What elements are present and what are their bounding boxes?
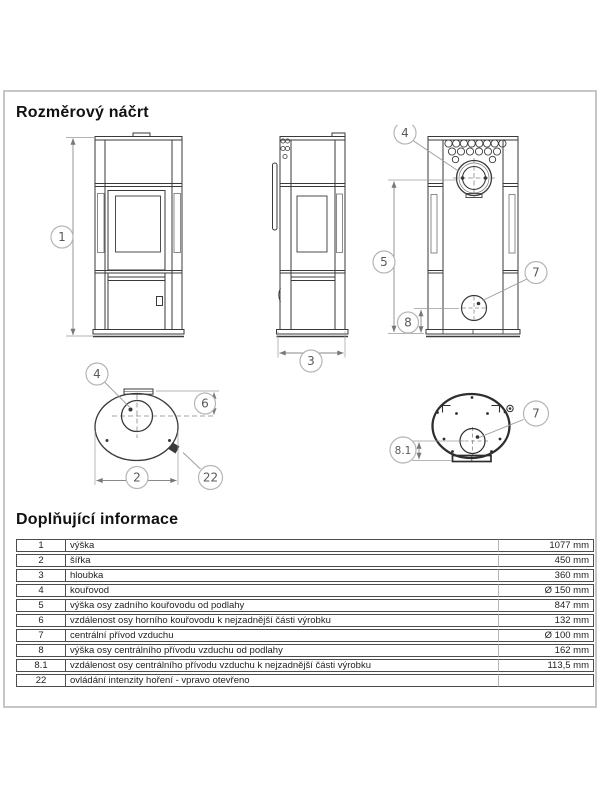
callout-flue-axis-height [373,251,395,273]
callout-flue-rear [394,125,416,144]
row-value: 360 mm [499,569,594,582]
row-number: 8.1 [16,659,66,672]
row-value: 162 mm [499,644,594,657]
dimension-lines [66,138,527,486]
row-description: výška osy zadního kouřovodu od podlahy [66,599,499,612]
dim-air-axis-height [414,309,459,333]
table-row [16,584,594,597]
side-view [273,133,349,337]
callout-depth [300,350,322,372]
svg-text:3: 3 [307,354,315,369]
callout-air-axis-distance [390,437,416,463]
front-view [93,133,184,337]
row-value [499,674,594,687]
row-value: 1077 mm [499,539,594,552]
row-description: šířka [66,554,499,567]
callout-flue-top [86,363,108,385]
vent-holes [445,140,506,163]
table-row [16,599,594,612]
row-number: 1 [16,539,66,552]
leader-lines [104,141,527,470]
svg-text:4: 4 [93,367,101,382]
svg-text:7: 7 [532,265,540,280]
callout-air-bottom [524,401,549,426]
row-value: 847 mm [499,599,594,612]
table-row [16,659,594,672]
row-description: výška [66,539,499,552]
table-row [16,554,594,567]
svg-text:22: 22 [202,470,219,485]
table-row [16,629,594,642]
row-number: 6 [16,614,66,627]
svg-text:6: 6 [201,396,209,411]
rear-view [426,137,520,337]
flue-outlet [453,158,495,198]
bottom-view [433,394,514,462]
svg-text:1: 1 [58,230,66,245]
callout-air-axis-height [398,312,419,333]
callout-flue-axis-distance [195,393,216,414]
table-row [16,539,594,552]
row-description: ovládání intenzity hoření - vpravo otevřeno [66,674,499,687]
row-number: 22 [16,674,66,687]
row-value: 113,5 mm [499,659,594,672]
svg-text:8: 8 [404,315,412,330]
row-number: 5 [16,599,66,612]
row-number: 3 [16,569,66,582]
row-description: kouřovod [66,584,499,597]
svg-text:2: 2 [133,470,141,485]
dim-flue-axis-height [388,180,456,334]
table-row [16,569,594,582]
callout-control [199,466,223,490]
central-air-inlet [462,296,487,321]
svg-text:5: 5 [380,255,388,270]
callout-width [126,467,148,489]
row-description: vzdálenost osy horního kouřovodu k nejzadnější části výrobku [66,614,499,627]
row-description: hloubka [66,569,499,582]
callouts [51,125,549,490]
row-number: 7 [16,629,66,642]
row-number: 4 [16,584,66,597]
table-row [16,674,594,687]
section-title-info: Doplňující informace [16,511,179,528]
svg-text:7: 7 [532,406,540,421]
callout-air-rear [525,262,547,284]
row-value: Ø 100 mm [499,629,594,642]
section-title-drawing: Rozměrový náčrt [16,104,149,121]
callout-height [51,226,73,248]
door-hinges [281,139,290,159]
row-value: Ø 150 mm [499,584,594,597]
row-description: centrální přívod vzduchu [66,629,499,642]
row-number: 8 [16,644,66,657]
row-description: výška osy centrálního přívodu vzduchu od podlahy [66,644,499,657]
door-handle [273,163,278,230]
info-table [16,537,594,689]
row-description: vzdálenost osy centrálního přívodu vzduchu k nejzadnější části výrobku [66,659,499,672]
row-number: 2 [16,554,66,567]
row-value: 132 mm [499,614,594,627]
table-row [16,614,594,627]
dimension-drawing [0,125,600,505]
svg-text:8.1: 8.1 [394,444,412,457]
svg-text:4: 4 [401,126,409,141]
row-value: 450 mm [499,554,594,567]
table-row [16,644,594,657]
door-latch [157,297,163,306]
